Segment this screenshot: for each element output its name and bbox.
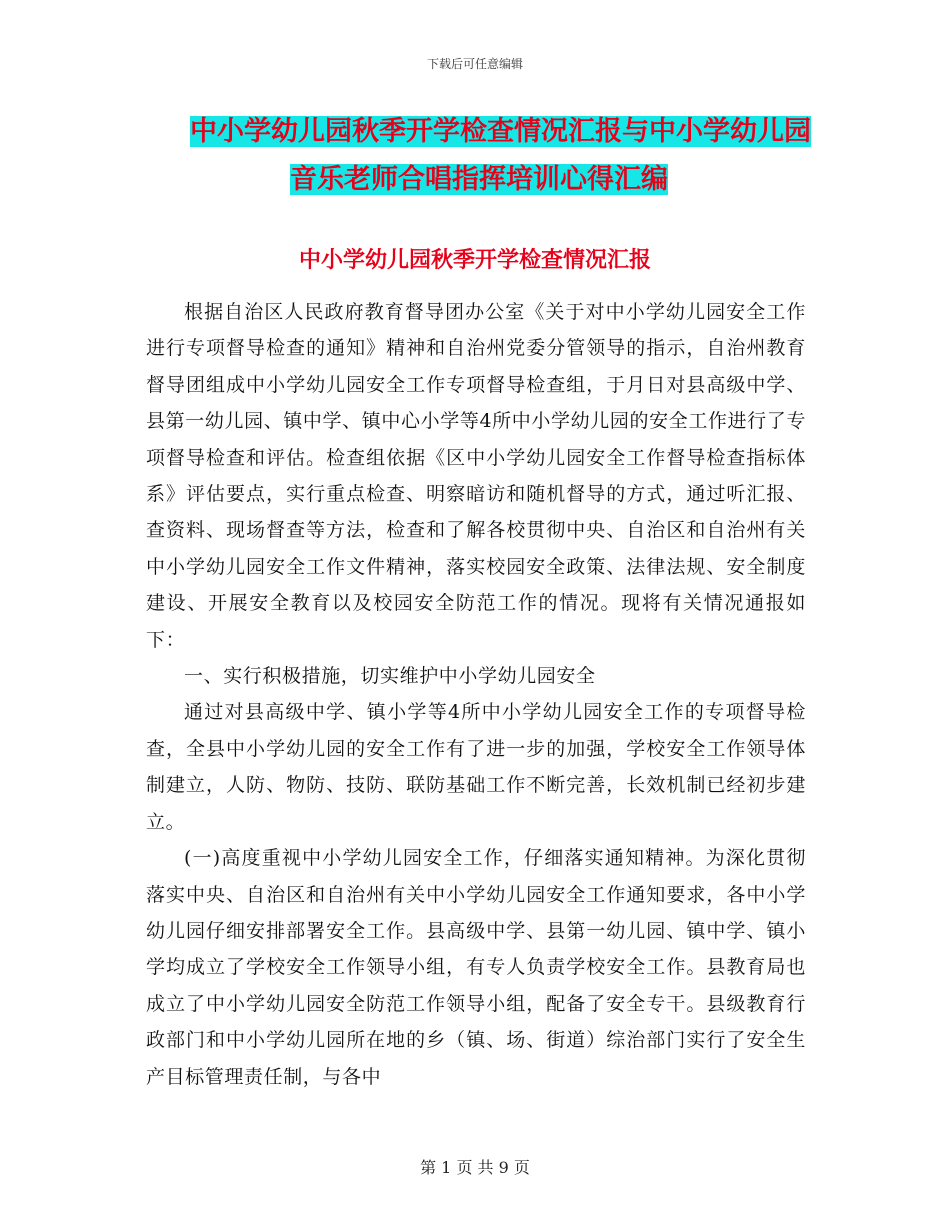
page-footer: 第 1 页 共 9 页 — [420, 1158, 530, 1177]
paragraph: 根据自治区人民政府教育督导团办公室《关于对中小学幼儿园安全工作进行专项督导检查的通知》精神和自治州党委分管领导的指示，自治州教育督导团组成中小学幼儿园安全工作专项督导检查组，于月日对县高级中学、县第一幼儿园、镇中学、镇中心小学等4所中小学幼儿园的安全工作进行了专项督导检查和评估。检查组依据《区中小学幼儿园安全工作督导检查指标体系》评估要点，实行重点检查、明察暗访和随机督导的方式，通过听汇报、查资料、现场督查等方法，检查和了解各校贯彻中央、自治区和自治州有关中小学幼儿园安全工作文件精神，落实校园安全政策、法律法规、安全制度建设、开展安全教育以及校园安全防范工作的情况。现将有关情况通报如下： — [146, 301, 806, 651]
paragraph-heading: 一、实行积极措施，切实维护中小学幼儿园安全 — [184, 665, 596, 688]
title-line-1: 中小学幼儿园秋季开学检查情况汇报与中小学幼儿园 — [190, 116, 811, 147]
document-title — [190, 108, 810, 204]
paragraph: 通过对县高级中学、镇小学等4所中小学幼儿园安全工作的专项督导检查，全县中小学幼儿园的安全工作有了进一步的加强，学校安全工作领导体制建立，人防、物防、技防、联防基础工作不断完善，长效机制已经初步建立。 — [146, 701, 806, 833]
paragraph: (一)高度重视中小学幼儿园安全工作，仔细落实通知精神。为深化贯彻落实中央、自治区和自治州有关中小学幼儿园安全工作通知要求，各中小学幼儿园仔细安排部署安全工作。县高级中学、县第一幼儿园、镇中学、镇小学均成立了学校安全工作领导小组，有专人负责学校安全工作。县教育局也成立了中小学幼儿园安全防范工作领导小组，配备了安全专干。县级教育行政部门和中小学幼儿园所在地的乡（镇、场、街道）综治部门实行了安全生产目标管理责任制，与各中 — [146, 847, 806, 1088]
title-line-2: 音乐老师合唱指挥培训心得汇编 — [290, 164, 668, 195]
body-text — [146, 294, 806, 1095]
section-title: 中小学幼儿园秋季开学检查情况汇报 — [298, 248, 651, 273]
header-note: 下载后可任意编辑 — [426, 57, 523, 71]
